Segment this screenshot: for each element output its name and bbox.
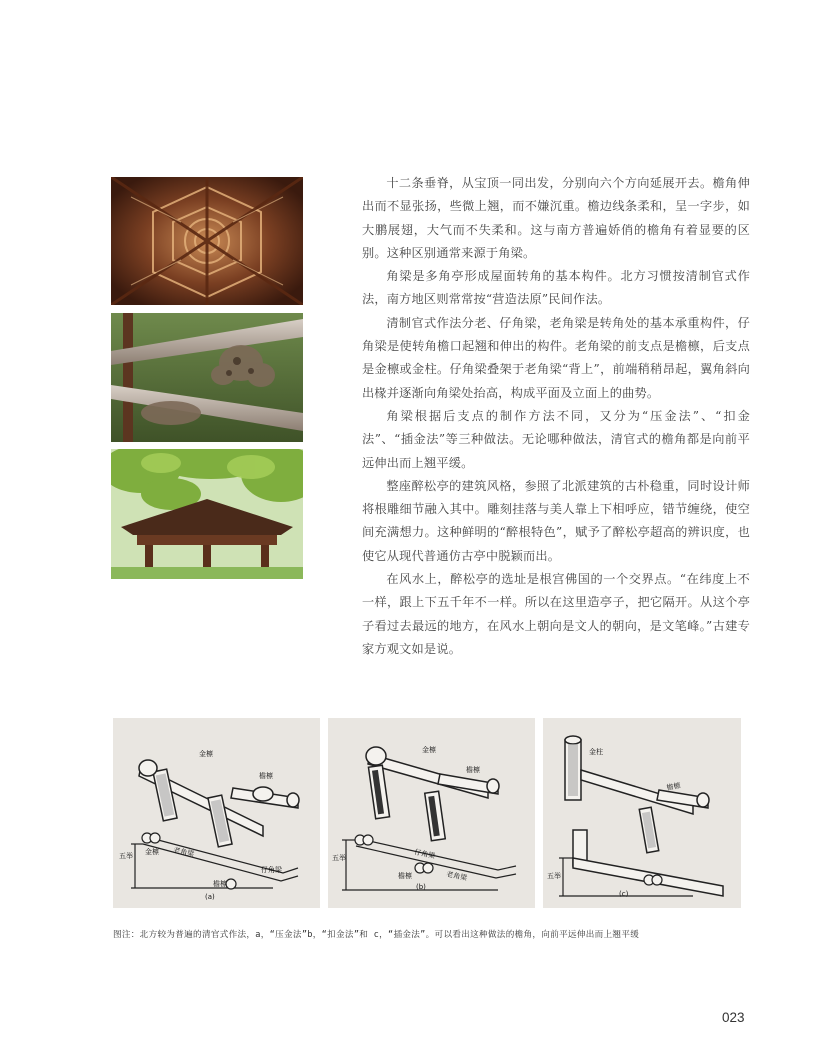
diagram-a-yajinfa: [113, 718, 320, 908]
diagram-tag: (b): [416, 883, 426, 891]
label-wuju: 五举: [547, 872, 561, 880]
page-number: 023: [722, 1010, 745, 1025]
label-zijiaoliang: 仔角梁: [261, 866, 282, 874]
paragraph: 十二条垂脊，从宝顶一同出发，分别向六个方向延展开去。檐角伸出而不显张扬，些微上翘，而不嫌沉重。檐边线条柔和，呈一字步，如大鹏展翅，大气而不失柔和。这与南方普遍娇俏的檐角有着显要的区别。这种区别通常来源于角梁。: [362, 176, 750, 260]
paragraph: 角梁是多角亭形成屋面转角的基本构件。北方习惯按清制官式作法，南方地区则常常按“营造法原”民间作法。: [362, 269, 750, 307]
label-yanlin-lower: 檐檩: [398, 872, 412, 880]
figure-caption: 图注：北方较为普遍的清官式作法，a，“压金法”b，“扣金法”和 c，“插金法”。可以看出这种做法的檐角，向前平远伸出而上翘平缓: [113, 930, 640, 940]
diagram-c-chajinfa: [543, 718, 741, 908]
diagram-tag: (a): [205, 893, 215, 901]
label-laojiaoliang: 老角梁: [172, 846, 195, 859]
label-wuju: 五举: [332, 854, 346, 862]
photo-pavilion-ceiling: [111, 177, 303, 305]
label-jinlin: 金檩: [199, 750, 213, 758]
paragraph: 在风水上，醉松亭的选址是根宫佛国的一个交界点。“在纬度上不一样，跟上下五千年不一样。所以在这里造亭子，把它隔开。从这个亭子看过去最远的地方，在风水上朝向是文人的朝向，是文笔峰。”古建专家方观文如是说。: [362, 572, 750, 656]
label-yanlin-lower: 檐檩: [213, 880, 227, 888]
photo-bench-rail: [111, 313, 303, 442]
paragraph: 清制官式作法分老、仔角梁，老角梁是转角处的基本承重构件，仔角梁是使转角檐口起翘和伸出的构件。老角梁的前支点是檐檩，后支点是金檩或金柱。仔角梁叠架于老角梁“背上”，前端稍稍昂起，翼角斜向出椽并逐渐向角梁处抬高，构成平面及立面上的曲势。: [362, 315, 750, 400]
article-body: [362, 172, 750, 661]
paragraph: 整座醉松亭的建筑风格，参照了北派建筑的古朴稳重，同时设计师将根雕细节融入其中。雕刻挂落与美人靠上下相呼应，错节缠绕，使空间充满想力。这种鲜明的“醉根特色”，赋予了醉松亭超高的辨识度，也使它从现代普通仿古亭中脱颖而出。: [362, 478, 750, 563]
paragraph: 角梁根据后支点的制作方法不同，又分为“压金法”、“扣金法”、“插金法”等三种做法。无论哪种做法，清官式的檐角都是向前平远伸出而上翘平缓。: [362, 408, 750, 470]
label-yanlin: 檐檩: [259, 772, 273, 780]
label-yanlin: 檐檩: [665, 781, 682, 792]
label-wuju: 五举: [119, 852, 133, 860]
diagram-tag: (c): [619, 890, 629, 898]
label-zijiaoliang: 仔角梁: [413, 848, 436, 861]
photo-pavilion-canopy: [111, 449, 303, 579]
label-laojiaoliang: 老角梁: [445, 870, 468, 883]
label-jinlin: 金檩: [422, 746, 436, 754]
label-yanlin: 檐檩: [466, 766, 480, 774]
diagram-b-koujinfa: [328, 718, 535, 908]
label-jinzhu: 金柱: [589, 748, 603, 756]
label-jinlin-lower: 金檩: [145, 848, 159, 856]
